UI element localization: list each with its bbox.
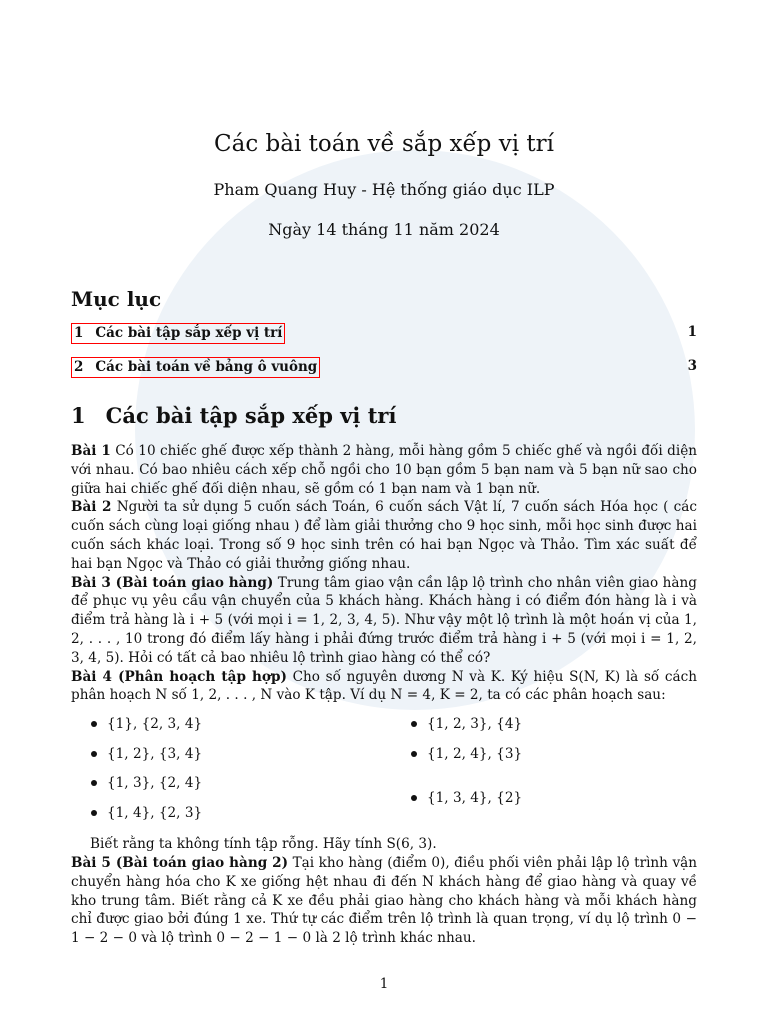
problem-5 — [71, 854, 697, 948]
toc-entry-number: 1 — [74, 325, 84, 341]
problem-label: Bài 1 — [71, 443, 111, 459]
toc-entry-label: Các bài tập sắp xếp vị trí — [95, 325, 283, 341]
problem-1 — [71, 442, 697, 498]
partition-list-right — [411, 715, 522, 833]
section-number: 1 — [71, 403, 86, 428]
toc-heading: Mục lục — [71, 287, 162, 311]
section-title: Các bài tập sắp xếp vị trí — [105, 403, 397, 428]
list-item: {1}, {2, 3, 4} — [91, 715, 202, 745]
partition-list — [71, 715, 697, 835]
list-item: {1, 2}, {3, 4} — [91, 745, 202, 775]
list-item: {1, 4}, {2, 3} — [91, 804, 202, 834]
list-item: {1, 3}, {2, 4} — [91, 774, 202, 804]
problem-label: Bài 3 (Bài toán giao hàng) — [71, 574, 274, 591]
toc-entry-label: Các bài toán về bảng ô vuông — [95, 359, 318, 375]
document-page — [71, 0, 697, 1024]
toc-link-section-2[interactable] — [71, 357, 320, 378]
problem-label: Bài 2 — [71, 499, 112, 516]
page-number: 1 — [379, 976, 389, 992]
document-date: Ngày 14 tháng 11 năm 2024 — [268, 220, 500, 239]
toc-entry-1 — [71, 322, 697, 344]
problem-4 — [71, 668, 697, 706]
toc-link-section-1[interactable] — [71, 323, 285, 344]
list-item: {1, 2, 4}, {3} — [411, 745, 522, 789]
document-author: Pham Quang Huy - Hệ thống giáo dục ILP — [213, 180, 555, 199]
partition-list-left — [91, 715, 202, 833]
section-1-heading — [71, 401, 396, 431]
toc-entry-number: 2 — [74, 359, 84, 375]
list-item: {1, 2, 3}, {4} — [411, 715, 522, 745]
toc-entry-2 — [71, 356, 697, 378]
problem-text: Trung tâm giao vận cần lập lộ trình cho nhân viên giao hàng để phục vụ yêu cầu vận chuyển của 5 khách hàng. Khách hàng i có điểm đón hàng là i và điểm trả hàng là i + 5 (với mọi i = 1, 2, 3, 4, 5). Như vậy một lộ trình là một hoán vị của 1, 2, . . . , 10 trong đó điểm lấy hàng i phải đứng trước điểm trả hàng i + 5 (với mọi i = 1, 2, 3, 4, 5). Hỏi có tất cả bao nhiêu lộ trình giao hàng có thể có? — [71, 574, 697, 666]
list-item: {1, 3, 4}, {2} — [411, 789, 522, 833]
problem-label: Bài 5 (Bài toán giao hàng 2) — [71, 854, 289, 871]
toc-entry-page: 3 — [687, 358, 697, 374]
problem-text: Có 10 chiếc ghế được xếp thành 2 hàng, mỗi hàng gồm 5 chiếc ghế và ngồi đối diện với nhau. Có bao nhiêu cách xếp chỗ ngồi cho 10 bạn gồm 5 bạn nam và 5 bạn nữ sao cho giữa hai chiếc ghế đối diện nhau, sẽ gồm có 1 bạn nam và 1 bạn nữ. — [71, 443, 698, 497]
problem-text: Cho số nguyên dương N và K. Ký hiệu S(N, K) là số cách phân hoạch N số 1, 2, . . . , N vào K tập. Ví dụ N = 4, K = 2, ta có các phân hoạch sau: — [71, 668, 697, 704]
problem-label: Bài 4 (Phân hoạch tập hợp) — [71, 668, 287, 685]
problem-text: Tại kho hàng (điểm 0), điều phối viên phải lập lộ trình vận chuyển hàng hóa cho K xe giống hệt nhau đi đến N khách hàng để giao hàng và quay về kho trung tâm. Biết rằng cả K xe đều phải giao hàng cho khách hàng và mỗi khách hàng chỉ được giao bởi đúng 1 xe. Thứ tự các điểm trên lộ trình là quan trọng, ví dụ lộ trình 0 − 1 − 2 − 0 và lộ trình 0 − 2 − 1 − 0 là 2 lộ trình khác nhau. — [71, 854, 698, 947]
problem-2 — [71, 498, 697, 573]
problem-3 — [71, 574, 697, 668]
problem-text: Người ta sử dụng 5 cuốn sách Toán, 6 cuốn sách Vật lí, 7 cuốn sách Hóa học ( các cuốn sách cùng loại giống nhau ) để làm giải thưởng cho 9 học sinh, mỗi học sinh được hai cuốn sách khác loại. Trong số 9 học sinh trên có hai bạn Ngọc và Thảo. Tìm xác suất để hai bạn Ngọc và Thảo có giải thưởng giống nhau. — [71, 499, 697, 572]
section-1-body — [71, 442, 697, 948]
problem-4-note: Biết rằng ta không tính tập rỗng. Hãy tính S(6, 3). — [90, 836, 437, 853]
toc-entry-page: 1 — [687, 324, 697, 340]
document-title: Các bài toán về sắp xếp vị trí — [214, 131, 554, 157]
